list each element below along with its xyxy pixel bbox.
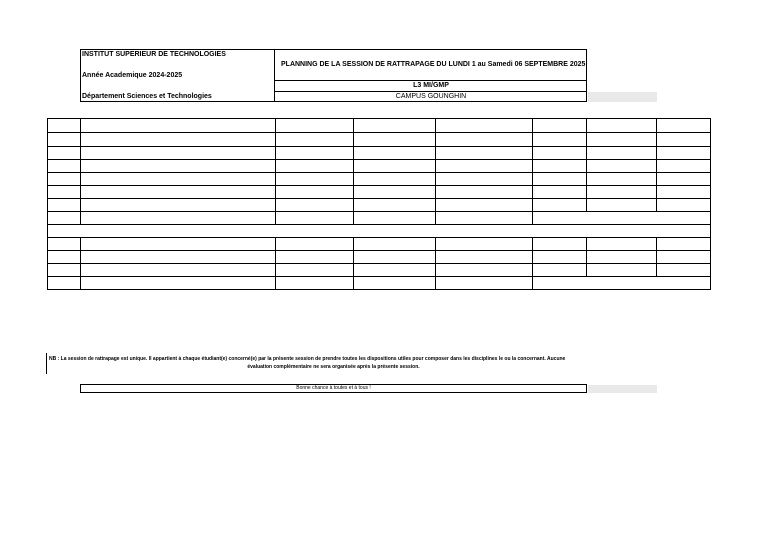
footer-message: Bonne chance à toutes et à tous ! [296,385,371,391]
campus-label: CAMPUS GOUNGHIN [395,93,467,100]
table-row [47,250,711,251]
header-divider [275,91,587,92]
table-row [47,172,711,173]
column-divider [353,237,354,290]
column-divider [353,118,354,224]
institute-name: INSTITUT SUPERIEUR DE TECHNOLOGIES [82,51,226,58]
column-divider [586,237,587,276]
column-divider [532,237,533,290]
table-row [47,159,711,160]
column-divider [275,118,276,224]
table-row [47,224,711,225]
table-row [47,276,711,277]
footer-grey-strip [588,385,657,393]
note-line-2: évaluation complémentaire ne sera organisée après la présente session. [247,364,420,370]
column-divider [80,237,81,290]
column-divider [435,118,436,224]
column-divider [586,118,587,211]
class-label: L3 MI/GMP [413,82,449,89]
table-row [47,146,711,147]
note-line-1: NB : La session de rattrapage est unique. Il appartient à chaque étudiant(e) concerné(e) par la présente session de prendre toutes les dispositions utiles pour composer dans les disciplines le ou la concernant. Aucune [49,356,566,362]
column-divider [435,237,436,290]
planning-title: PLANNING DE LA SESSION DE RATTRAPAGE DU LUNDI 1 au Samedi 06 SEPTEMBRE 2025 [281,61,586,68]
column-divider [80,118,81,224]
column-divider [656,118,657,211]
department-name: Département Sciences et Technologies [82,93,212,100]
table-row [47,198,711,199]
header-grey-strip [588,92,657,102]
table-row [47,185,711,186]
table-row [47,263,711,264]
column-divider [275,237,276,290]
column-divider [532,118,533,224]
schedule-grid [47,118,711,290]
header-divider [275,80,587,81]
note-left-rule [46,353,47,374]
column-divider [656,237,657,276]
table-row [47,211,711,212]
table-row [47,237,711,238]
academic-year: Année Academique 2024-2025 [82,72,183,79]
table-row [47,132,711,133]
